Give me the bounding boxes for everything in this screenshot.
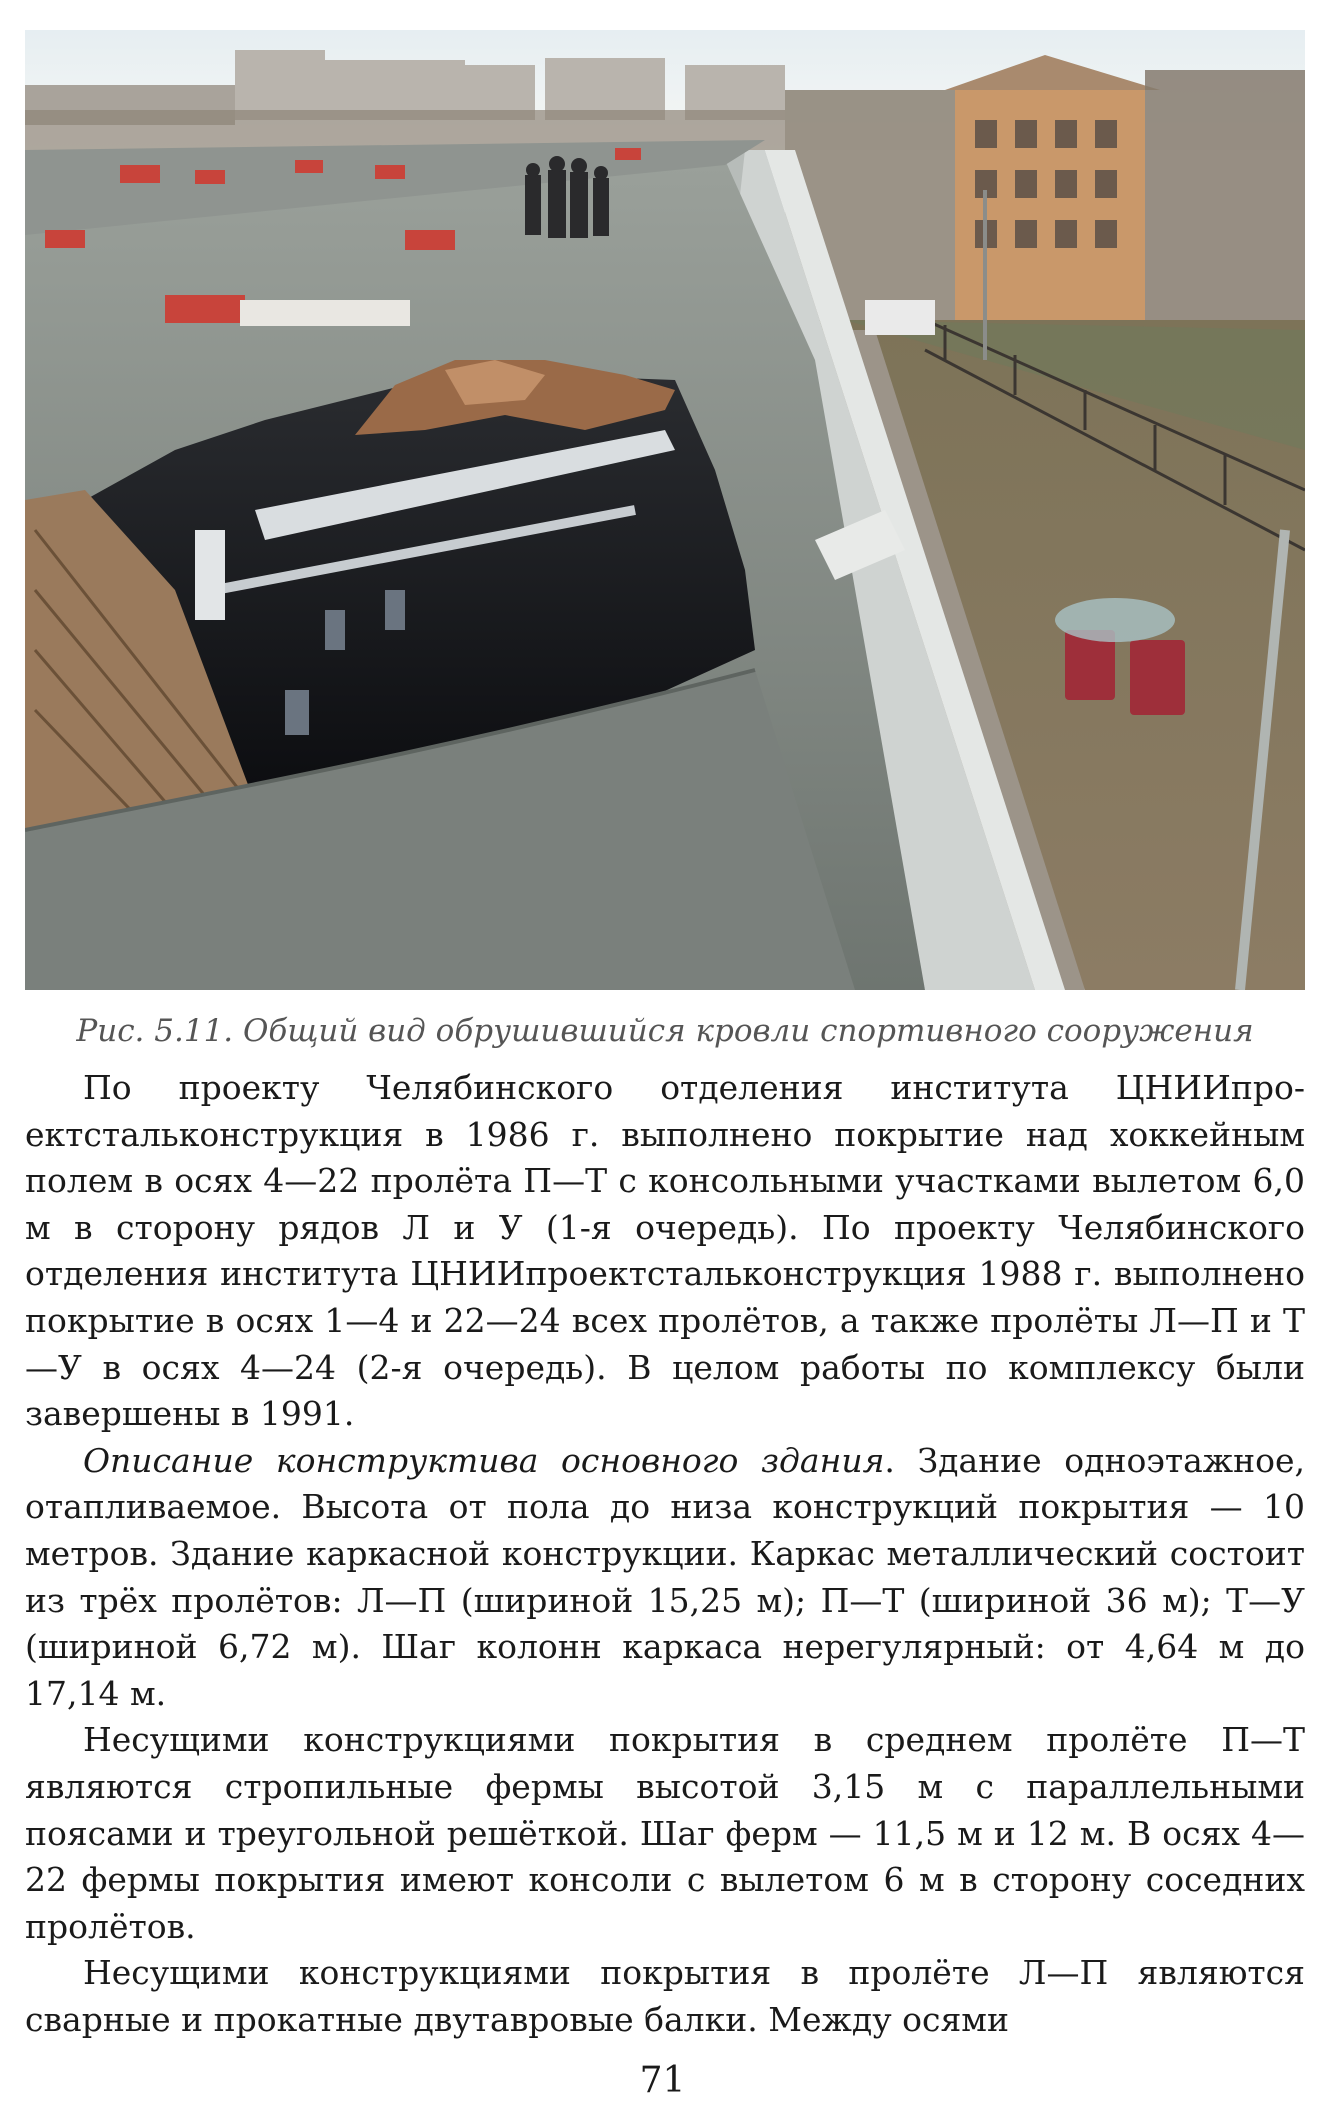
paragraph-4-text: Несущими конструкциями покрытия в пролёте Л—П являются сварные и прокатные двутавровые балки. Между осями (25, 1953, 1305, 2039)
figure-caption: Рис. 5.11. Общий вид обрушившийся кровли спортивного сооружения (76, 1013, 1254, 1049)
page-number: 71 (639, 2060, 686, 2101)
collapsed-roof-photo (25, 30, 1305, 990)
paragraph-1 (25, 1065, 1305, 1438)
paragraph-2 (25, 1438, 1305, 1718)
photo-illustration (25, 30, 1305, 990)
body-text (25, 1065, 1305, 2043)
paragraph-2-text: . Здание одноэтажное, отапливаемое. Высота от пола до низа конструкций покрытия — 10 метров. Здание каркасной конструкции. Каркас металлический состоит из трёх пролётов: Л—П (шириной 15,25 м); П—Т (шириной 36 м); Т—У (шириной 6,72 м). Шаг колонн каркаса нерегулярный: от 4,64 м до 17,14 м. (25, 1440, 1305, 1713)
paragraph-3-text: Несущими конструкциями покрытия в среднем пролёте П—Т являются стропильные фермы высотой 3,15 м с параллельными поясами и треугольной решёткой. Шаг ферм — 11,5 м и 12 м. В осях 4—22 фермы покрытия имеют консоли с вылетом 6 м в сторону соседних пролётов. (25, 1720, 1305, 1946)
paragraph-1-text: По проекту Челябинского отделения института ЦНИИпроектстальконструкция в 1986 г. выполнено покрытие над хоккейным полем в осях 4—22 пролёта П—Т с консольными участками вылетом 6,0 м в сторону рядов Л и У (1-я очередь). По проекту Челябинского отделения института ЦНИИпроектстальконструкция 1988 г. выполнено покрытие в осях 1—4 и 22—24 всех пролётов, а также пролёты Л—П и Т—У в осях 4—24 (2-я очередь). В целом работы по комплексу были завершены в 1991. (25, 1068, 1305, 1434)
paragraph-3 (25, 1717, 1305, 1950)
paragraph-2-italic-lead: Описание конструктива основного здания (83, 1440, 885, 1480)
paragraph-4 (25, 1950, 1305, 2043)
